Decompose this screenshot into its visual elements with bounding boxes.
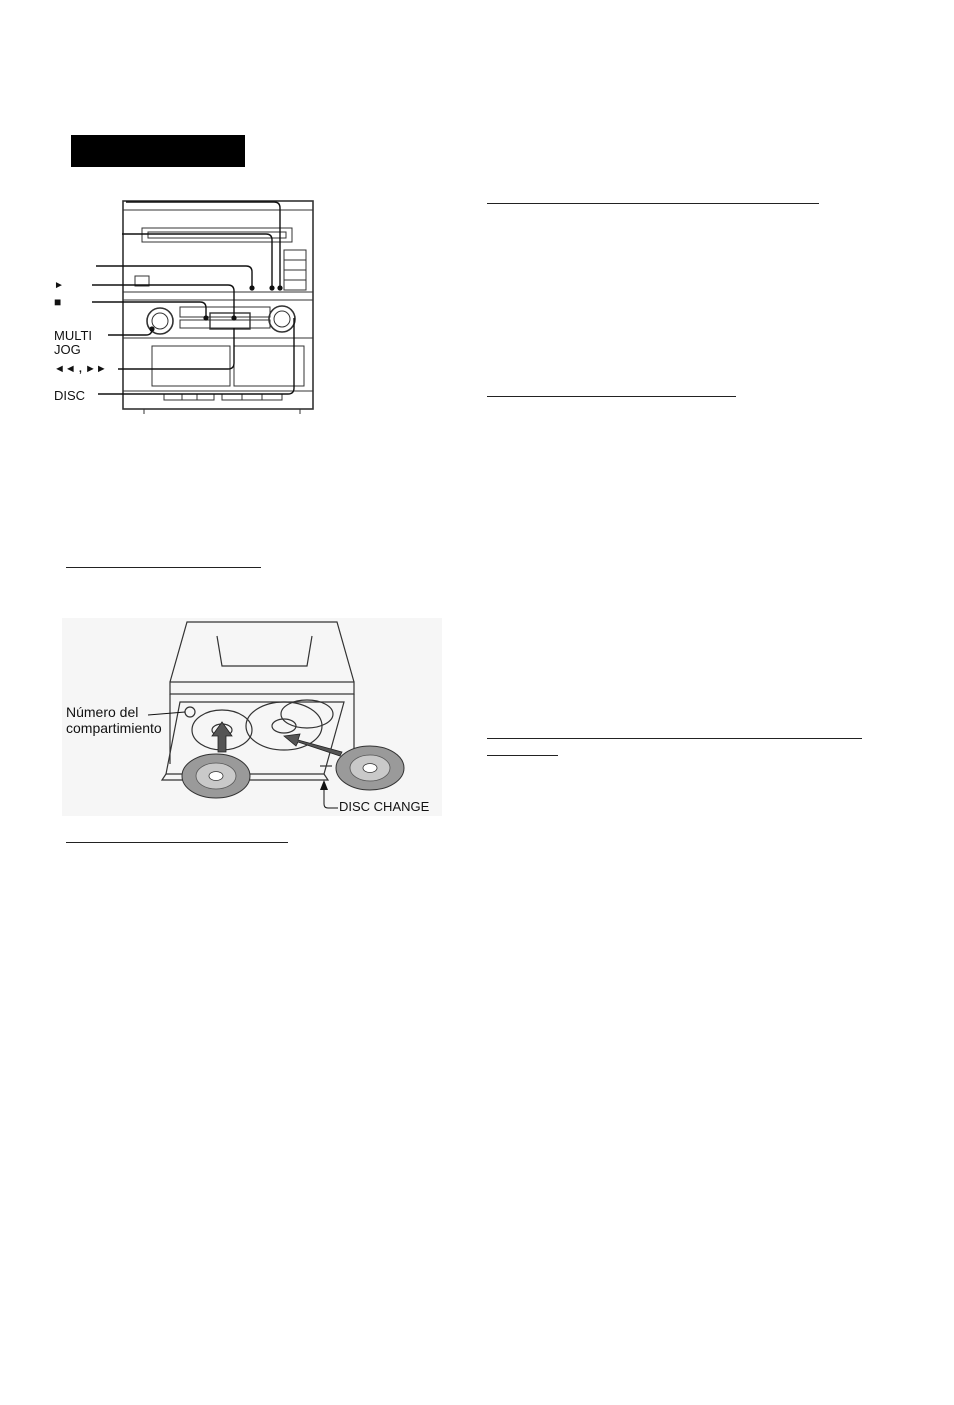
right-section-rule-4	[487, 755, 558, 756]
left-section-rule-2	[66, 842, 288, 843]
multi-label: MULTI	[54, 328, 93, 343]
compartment-number-label-line1: Número del	[66, 704, 139, 720]
right-section-rule-1	[487, 203, 819, 204]
compartment-number-label-line2: compartimiento	[66, 720, 162, 736]
skip-label: ◄◄ , ►►	[54, 363, 107, 375]
right-section-rule-3	[487, 738, 862, 739]
disc-changer-figure	[62, 618, 452, 818]
jog-label: JOG	[54, 342, 81, 357]
left-section-rule-1	[66, 567, 261, 568]
disc-change-label: DISC CHANGE	[339, 799, 430, 814]
disc-label: DISC	[54, 388, 86, 403]
play-label: ►	[54, 280, 64, 291]
stereo-unit-drawing	[52, 188, 342, 418]
section-header-bar	[71, 135, 245, 167]
stop-label: ■	[54, 295, 62, 309]
stereo-unit-figure	[52, 188, 342, 418]
right-section-rule-2	[487, 396, 736, 397]
